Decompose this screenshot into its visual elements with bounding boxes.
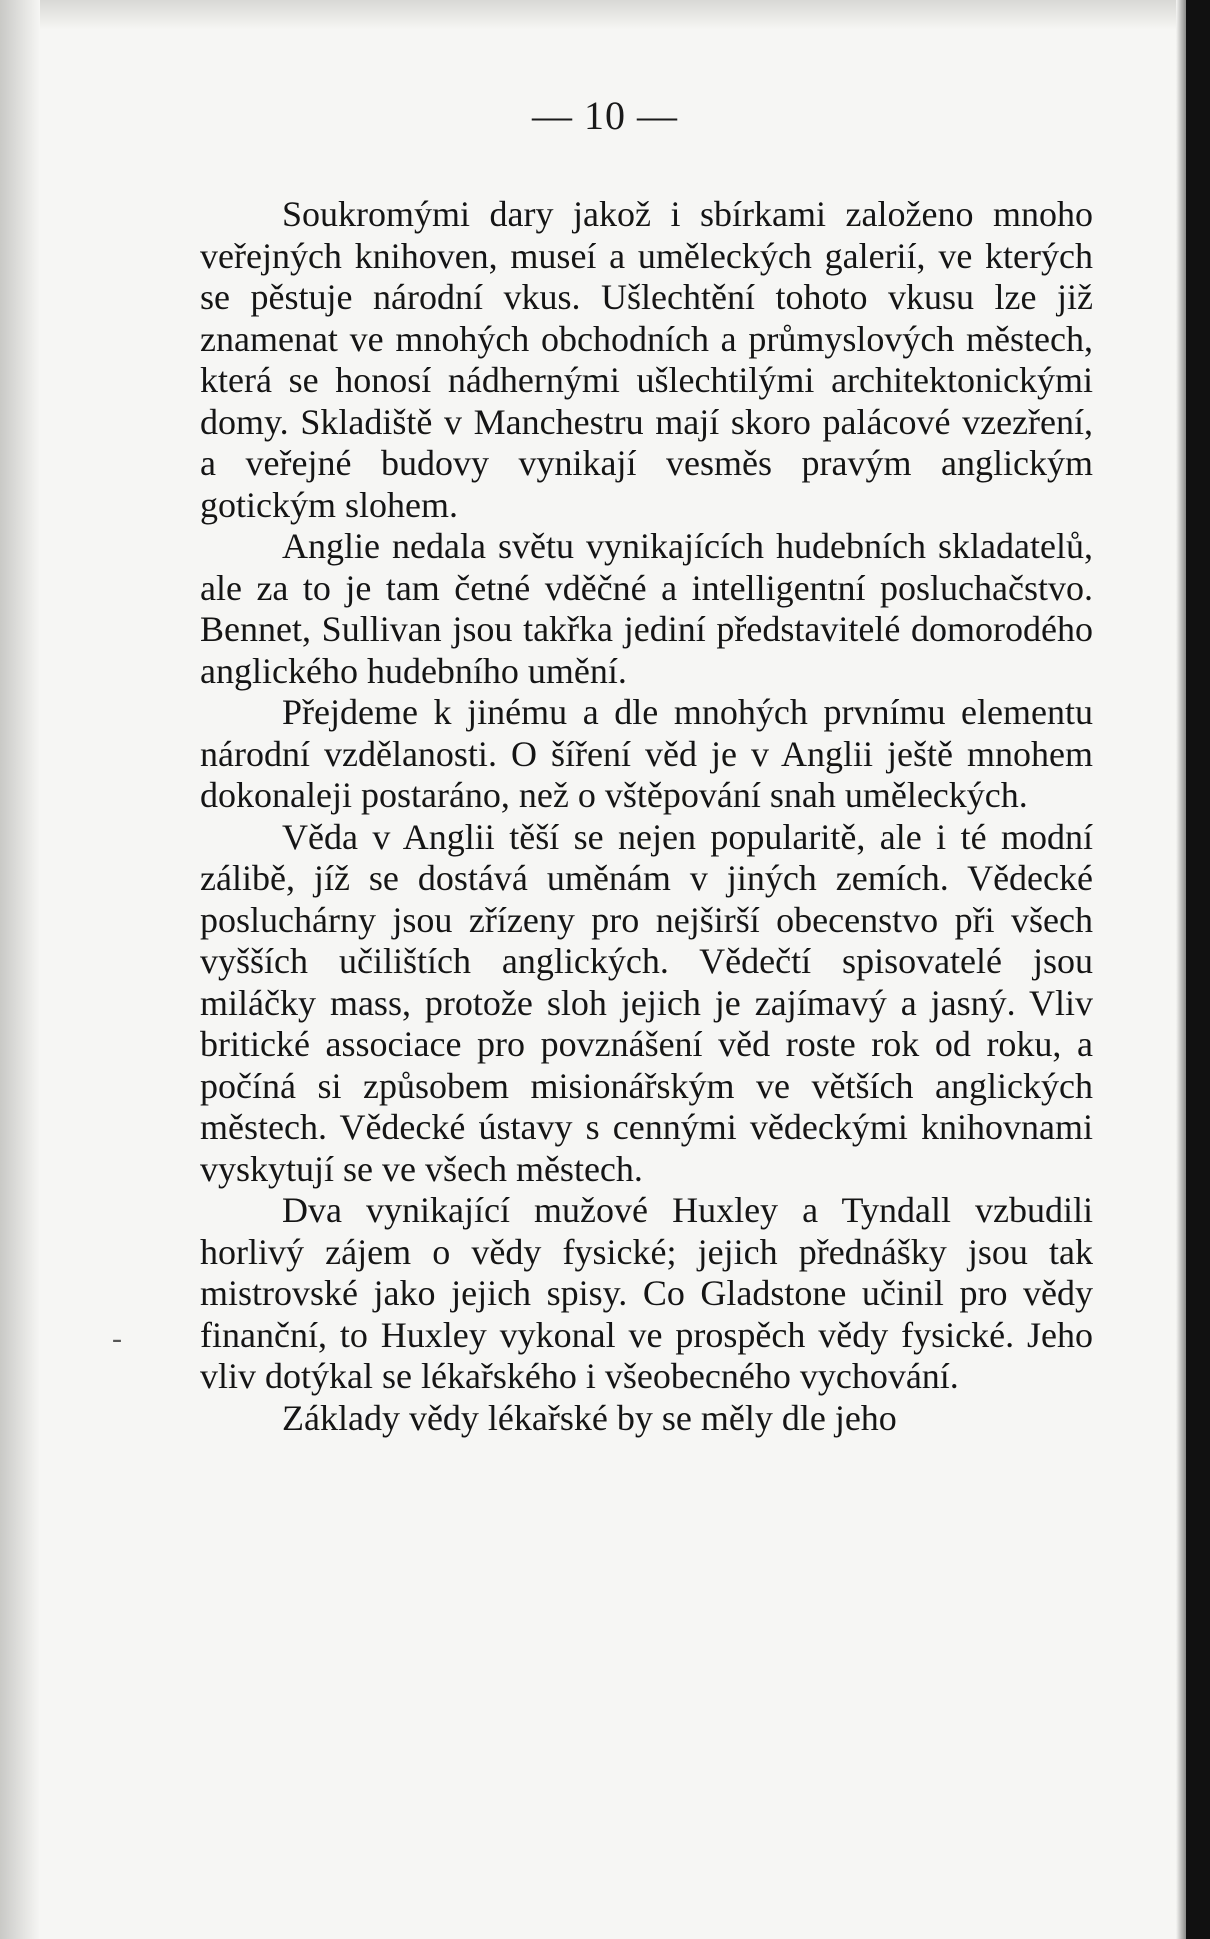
- page-top-shadow: [0, 0, 1210, 30]
- page-number: — 10 —: [532, 93, 678, 138]
- paragraph-3: Přejdeme k jinému a dle mnohých prvnímu elementu národní vzdělanosti. O šíření věd je v Anglii ještě mnohem dokonaleji postaráno, než o vštěpování snah uměleckých.: [200, 692, 1093, 815]
- binding-edge: [1176, 0, 1186, 1939]
- book-binding: [1186, 0, 1210, 1939]
- margin-mark: -: [112, 1322, 122, 1355]
- paragraph-4: Věda v Anglii těší se nejen popularitě, ale i té modní zálibě, jíž se dostává uměnám v jiných zemích. Vědecké posluchárny jsou zřízeny pro nejširší obecenstvo při všech vyšších učilištích anglických. Vědečtí spisovatelé jsou miláčky mass, protože sloh jejich je zajímavý a jasný. Vliv britické associace pro povznášení věd roste rok od roku, a počíná si způsobem misionářským ve větších anglických městech. Vědecké ústavy s cennými vědeckými knihovnami vyskytují se ve všech městech.: [200, 816, 1093, 1189]
- paragraph-6: Základy vědy lékařské by se měly dle jeho: [282, 1397, 897, 1438]
- body-text: [200, 194, 1093, 1439]
- page-left-shadow: [0, 0, 40, 1939]
- paragraph-1: Soukromými dary jakož i sbírkami založeno mnoho veřejných knihoven, museí a uměleckých galerií, ve kterých se pěstuje národní vkus. Ušlechtění tohoto vkusu lze již znamenat ve mnohých obchodních a průmyslových městech, která se honosí nádhernými ušlechtilými architektonickými domy. Skladiště v Manchestru mají skoro palácové vzezření, a veřejné budovy vynikají vesměs pravým anglickým gotickým slohem.: [200, 194, 1093, 525]
- paragraph-2: Anglie nedala světu vynikajících hudebních skladatelů, ale za to je tam četné vděčné a intelligentní posluchačstvo. Bennet, Sullivan jsou takřka jediní představitelé domorodého anglického hudebního umění.: [200, 526, 1093, 691]
- paragraph-5: Dva vynikající mužové Huxley a Tyndall vzbudili horlivý zájem o vědy fysické; jejich přednášky jsou tak mistrovské jako jejich spisy. Co Gladstone učinil pro vědy finanční, to Huxley vykonal ve prospěch vědy fysické. Jeho vliv dotýkal se lékařského i všeobecného vychování.: [200, 1190, 1093, 1396]
